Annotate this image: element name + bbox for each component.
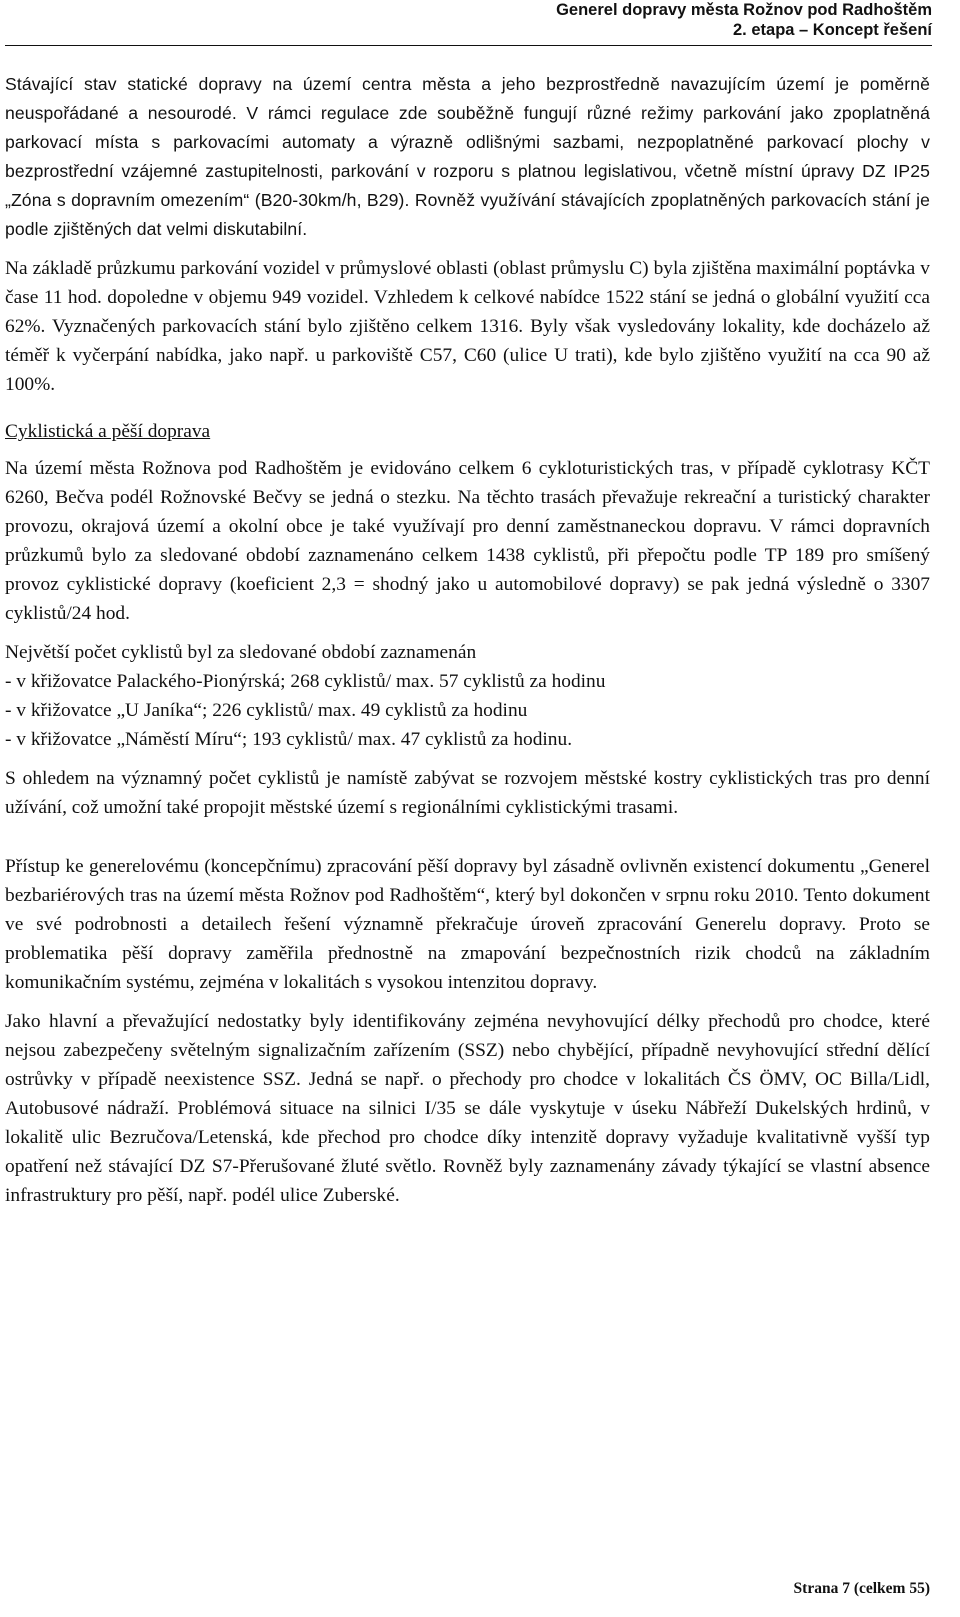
paragraph-pedestrian-approach: Přístup ke generelovému (koncepčnímu) zpracování pěší dopravy byl zásadně ovlivněn existencí dokumentu „Generel bezbariérových tras na území města Rožnov pod Radhoštěm“, který byl dokončen v srpnu roku 2010. Tento dokument ve své podrobnosti a detailech řešení významně překračuje úroveň zpracování Generelu dopravy. Proto se problematika pěší dopravy zaměřila přednostně na zmapování bezpečnostních rizik chodců na základním komunikačním systému, zejména v lokalitách s vysokou intenzitou dopravy. — [5, 856, 930, 993]
paragraph-industrial-parking: Na základě průzkumu parkování vozidel v průmyslové oblasti (oblast průmyslu C) byla zjištěna maximální poptávka v čase 11 hod. dopoledne v objemu 949 vozidel. Vzhledem k celkové nabídce 1522 stání se jedná o globální využití cca 62%. Vyznačených parkovacích stání bylo zjištěno celkem 1316. Byly však vysledovány lokality, kde docházelo až téměř k vyčerpání nabídka, jako např. u parkoviště C57, C60 (ulice U trati), kde bylo zjištěno využití na cca 90 až 100%. — [5, 258, 930, 395]
list-item: - v křižovatce Palackého-Pionýrská; 268 cyklistů/ max. 57 cyklistů za hodinu — [5, 671, 606, 692]
paragraph-cycling-development: S ohledem na významný počet cyklistů je namístě zabývat se rozvojem městské kostry cyklistických tras pro denní užívání, což umožní také propojit městské území s regionálními cyklistickými trasami. — [5, 768, 930, 818]
list-item: - v křižovatce „Náměstí Míru“; 193 cyklistů/ max. 47 cyklistů za hodinu. — [5, 729, 573, 750]
paragraph-cycling-routes: Na území města Rožnova pod Radhoštěm je evidováno celkem 6 cykloturistických tras, v případě cyklotrasy KČT 6260, Bečva podél Rožnovské Bečvy se jedná o stezku. Na těchto trasách převažuje rekreační a turistický charakter provozu, okrajová území a okolní obce je také využívají pro denní zaměstnaneckou dopravu. V rámci dopravních průzkumů bylo za sledované období zaznamenáno celkem 1438 cyklistů, při přepočtu podle TP 189 pro smíšený provoz cyklistické dopravy (koeficient 2,3 = shodný jako u automobilové dopravy) se pak jedná výsledně o 3307 cyklistů/24 hod. — [5, 458, 930, 624]
header-rule — [5, 45, 932, 46]
section-heading-cycling: Cyklistická a pěší doprava — [5, 421, 211, 442]
cyclist-count-list — [5, 638, 930, 754]
paragraph-static-traffic: Stávající stav statické dopravy na území centra města a jeho bezprostředně navazujícím území je poměrně neuspořádané a nesourodé. V rámci regulace zde souběžně fungují různé režimy parkování jako zpoplatněná parkovací místa s parkovacími automaty a výrazně odlišnými sazbami, nezpoplatněné parkovací plochy v bezprostřední vzájemné zastupitelnosti, parkování v rozporu s platnou legislativou, včetně místní úpravy DZ IP25 „Zóna s dopravním omezením“ (B20-30km/h, B29). Rovněž využívání stávajících zpoplatněných parkovacích stání je podle zjištěných dat velmi diskutabilní. — [5, 74, 930, 239]
list-item: - v křižovatce „U Janíka“; 226 cyklistů/ max. 49 cyklistů za hodinu — [5, 700, 528, 721]
header-stage-title: 2. etapa – Koncept řešení — [733, 21, 932, 39]
page-number: Strana 7 (celkem 55) — [793, 1580, 930, 1597]
header-document-title: Generel dopravy města Rožnov pod Radhoštěm — [556, 1, 932, 19]
list-intro: Největší počet cyklistů byl za sledované období zaznamenán — [5, 642, 477, 663]
paragraph-pedestrian-issues: Jako hlavní a převažující nedostatky byly identifikovány zejména nevyhovující délky přechodů pro chodce, které nejsou zabezpečeny světelným signalizačním zařízením (SSZ) nebo chybějící, případně nevyhovující střední dělící ostrůvky v případě neexistence SSZ. Jedná se např. o přechody pro chodce v lokalitách ČS ÖMV, OC Billa/Lidl, Autobusové nádraží. Problémová situace na silnici I/35 se dále vyskytuje v úseku Nábřeží Dukelských hrdinů, v lokalitě ulic Bezručova/Letenská, kde přechod pro chodce díky intenzitě dopravy vyžaduje kvalitativně vyšší typ opatření než stávající DZ S7-Přerušované žluté světlo. Rovněž byly zaznamenány závady týkající se vlastní absence infrastruktury pro pěší, např. podél ulice Zuberské. — [5, 1011, 930, 1206]
paragraph-spacer — [5, 832, 930, 852]
page-header — [556, 0, 932, 40]
document-body — [5, 70, 930, 1220]
